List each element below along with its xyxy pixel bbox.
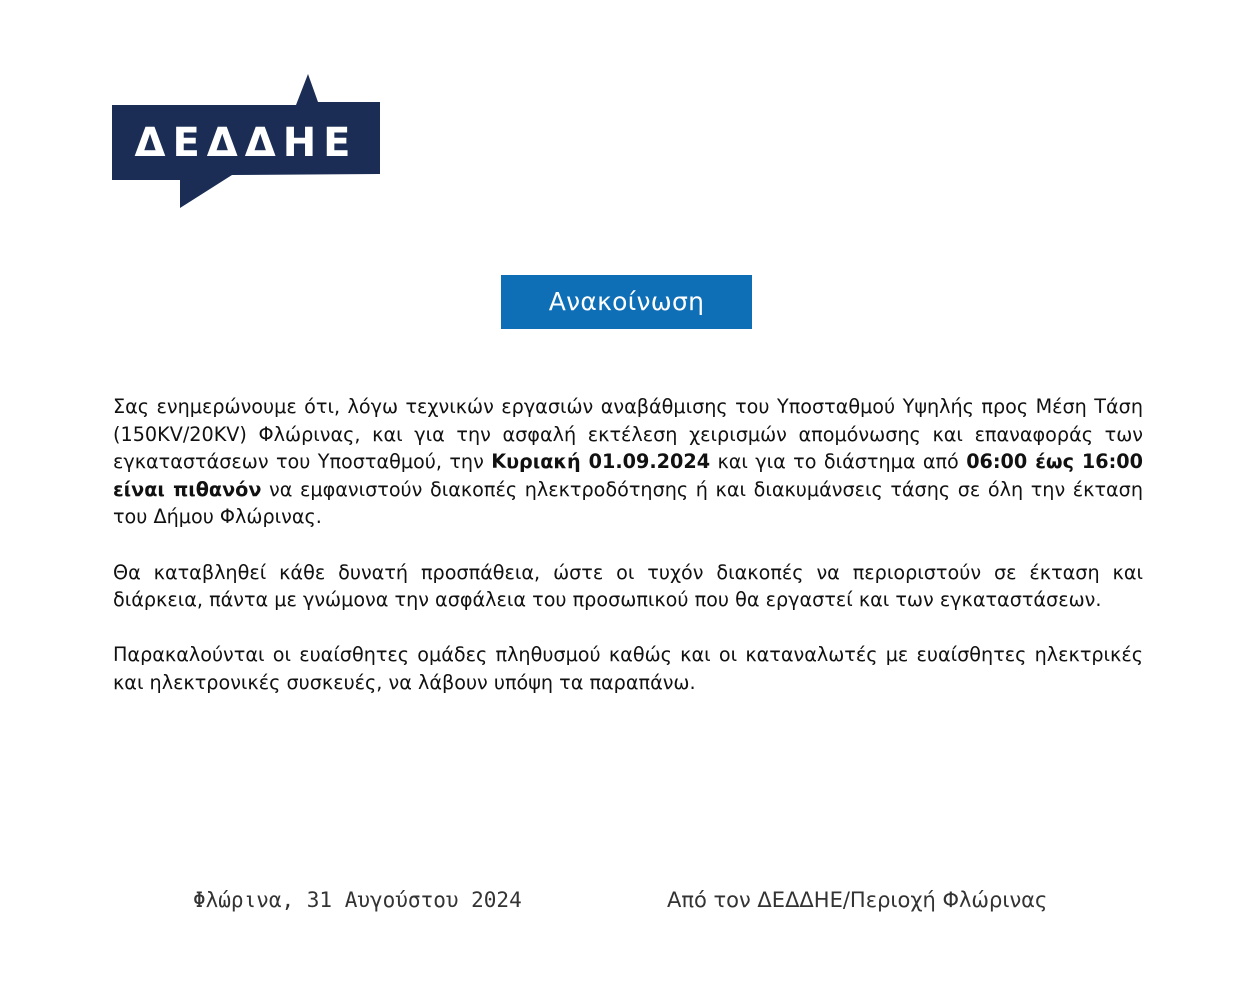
- place-date: Φλώρινα, 31 Αυγούστου 2024: [193, 888, 522, 912]
- announcement-badge: Ανακοίνωση: [501, 275, 752, 329]
- paragraph-3: Παρακαλούνται οι ευαίσθητες ομάδες πληθυσμού καθώς και οι καταναλωτές με ευαίσθητες ηλεκτρικές και ηλεκτρονικές συσκευές, να λάβουν υπόψη τα παραπάνω.: [113, 643, 1143, 694]
- paragraph-2: Θα καταβληθεί κάθε δυνατή προσπάθεια, ώστε οι τυχόν διακοπές να περιοριστούν σε έκταση και διάρκεια, πάντα με γνώμονα την ασφάλεια του προσωπικού που θα εργαστεί και των εγκαταστάσεων.: [113, 560, 1143, 612]
- paragraph-1-date: Κυριακή 01.09.2024: [491, 450, 711, 474]
- logo-shape: [110, 72, 382, 212]
- paragraph-1-text-a: Σας ενημερώνουμε ότι, λόγω τεχνικών εργασιών αναβάθμισης του Υποσταθμού Υψηλής προς Μέση Τάση (150KV/20KV) Φλώρινας, και για την ασφαλή εκτέλεση χειρισμών απομόνωσης και επαναφοράς των εγκαταστάσεων του Υποσταθμού, την: [113, 395, 1143, 474]
- paragraph-1-text-c: να εμφανιστούν διακοπές ηλεκτροδότησης ή και διακυμάνσεις τάσης σε όλη την έκταση του Δήμου Φλώρινας.: [113, 477, 1144, 529]
- paragraph-1-text-b: και για το διάστημα από: [710, 450, 967, 474]
- signature: Από τον ΔΕΔΔΗΕ/Περιοχή Φλώρινας: [667, 888, 1048, 912]
- paragraph-1-time: 06:00 έως 16:00 είναι πιθανόν: [113, 450, 1144, 501]
- logo-text: ΔΕΔΔΗΕ: [134, 120, 358, 166]
- announcement-body: [113, 393, 1143, 724]
- company-logo: [110, 72, 382, 212]
- paragraph-1: [113, 393, 1143, 531]
